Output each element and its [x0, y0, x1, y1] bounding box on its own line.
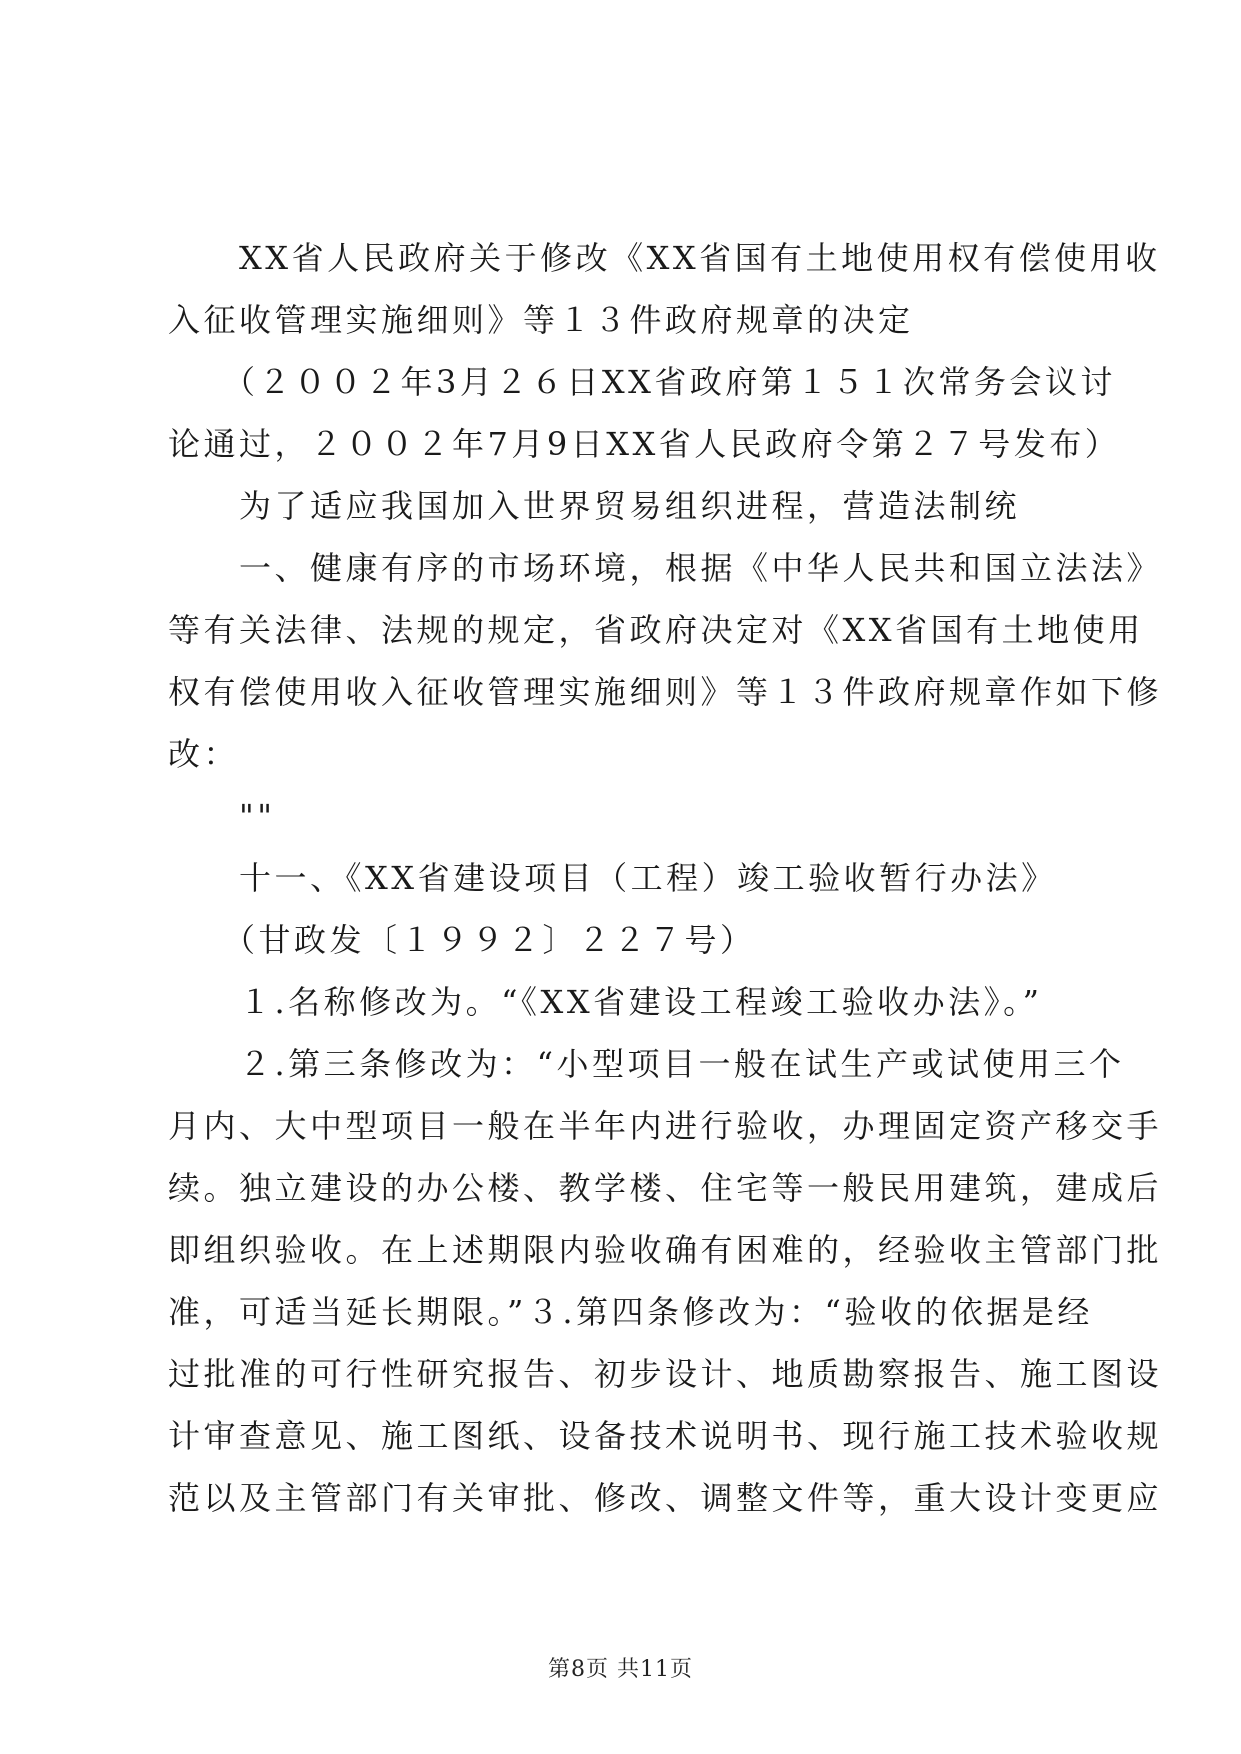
text-line: 为了适应我国加入世界贸易组织进程，营造法制统 [168, 487, 1021, 525]
page-indicator: 第8页 共11页 [548, 1657, 693, 1682]
text-line: 等有关法律、法规的规定，省政府决定对《XX省国有土地使用 [168, 611, 1144, 649]
text-line: １.名称修改为。“《XX省建设工程竣工验收办法》。” [168, 983, 1043, 1021]
text-line: XX省人民政府关于修改《XX省国有土地使用权有偿使用收 [168, 239, 1161, 277]
text-line: 范以及主管部门有关审批、修改、调整文件等，重大设计变更应 [168, 1479, 1163, 1517]
text-line: 计审查意见、施工图纸、设备技术说明书、现行施工技术验收规 [168, 1417, 1163, 1455]
text-line: （甘政发〔１９９２〕２２７号） [168, 921, 756, 959]
text-line: 改： [168, 735, 240, 773]
text-line: 即组织验收。在上述期限内验收确有困难的，经验收主管部门批 [168, 1231, 1163, 1269]
text-line: 十一、《XX省建设项目（工程）竣工验收暂行办法》 [168, 859, 1057, 897]
text-line: 一、健康有序的市场环境，根据《中华人民共和国立法法》 [168, 549, 1163, 587]
text-line: 续。独立建设的办公楼、教学楼、住宅等一般民用建筑，建成后 [168, 1169, 1163, 1207]
text-line: 入征收管理实施细则》等１３件政府规章的决定 [168, 301, 914, 339]
text-line: 权有偿使用收入征收管理实施细则》等１３件政府规章作如下修 [168, 673, 1163, 711]
page-footer [0, 1655, 1241, 1685]
text-line: 论通过，２００２年7月9日XX省人民政府令第２７号发布） [168, 425, 1121, 463]
body-text [168, 227, 1163, 1529]
text-line: 准，可适当延长期限。”３.第四条修改为：“验收的依据是经 [168, 1293, 1093, 1331]
text-line: ２.第三条修改为：“小型项目一般在试生产或试使用三个 [168, 1045, 1125, 1083]
text-line: 过批准的可行性研究报告、初步设计、地质勘察报告、施工图设 [168, 1355, 1163, 1393]
text-line: "" [168, 797, 276, 835]
text-line: （２００２年3月２６日XX省政府第１５１次常务会议讨 [168, 363, 1116, 401]
text-line: 月内、大中型项目一般在半年内进行验收，办理固定资产移交手 [168, 1107, 1163, 1145]
